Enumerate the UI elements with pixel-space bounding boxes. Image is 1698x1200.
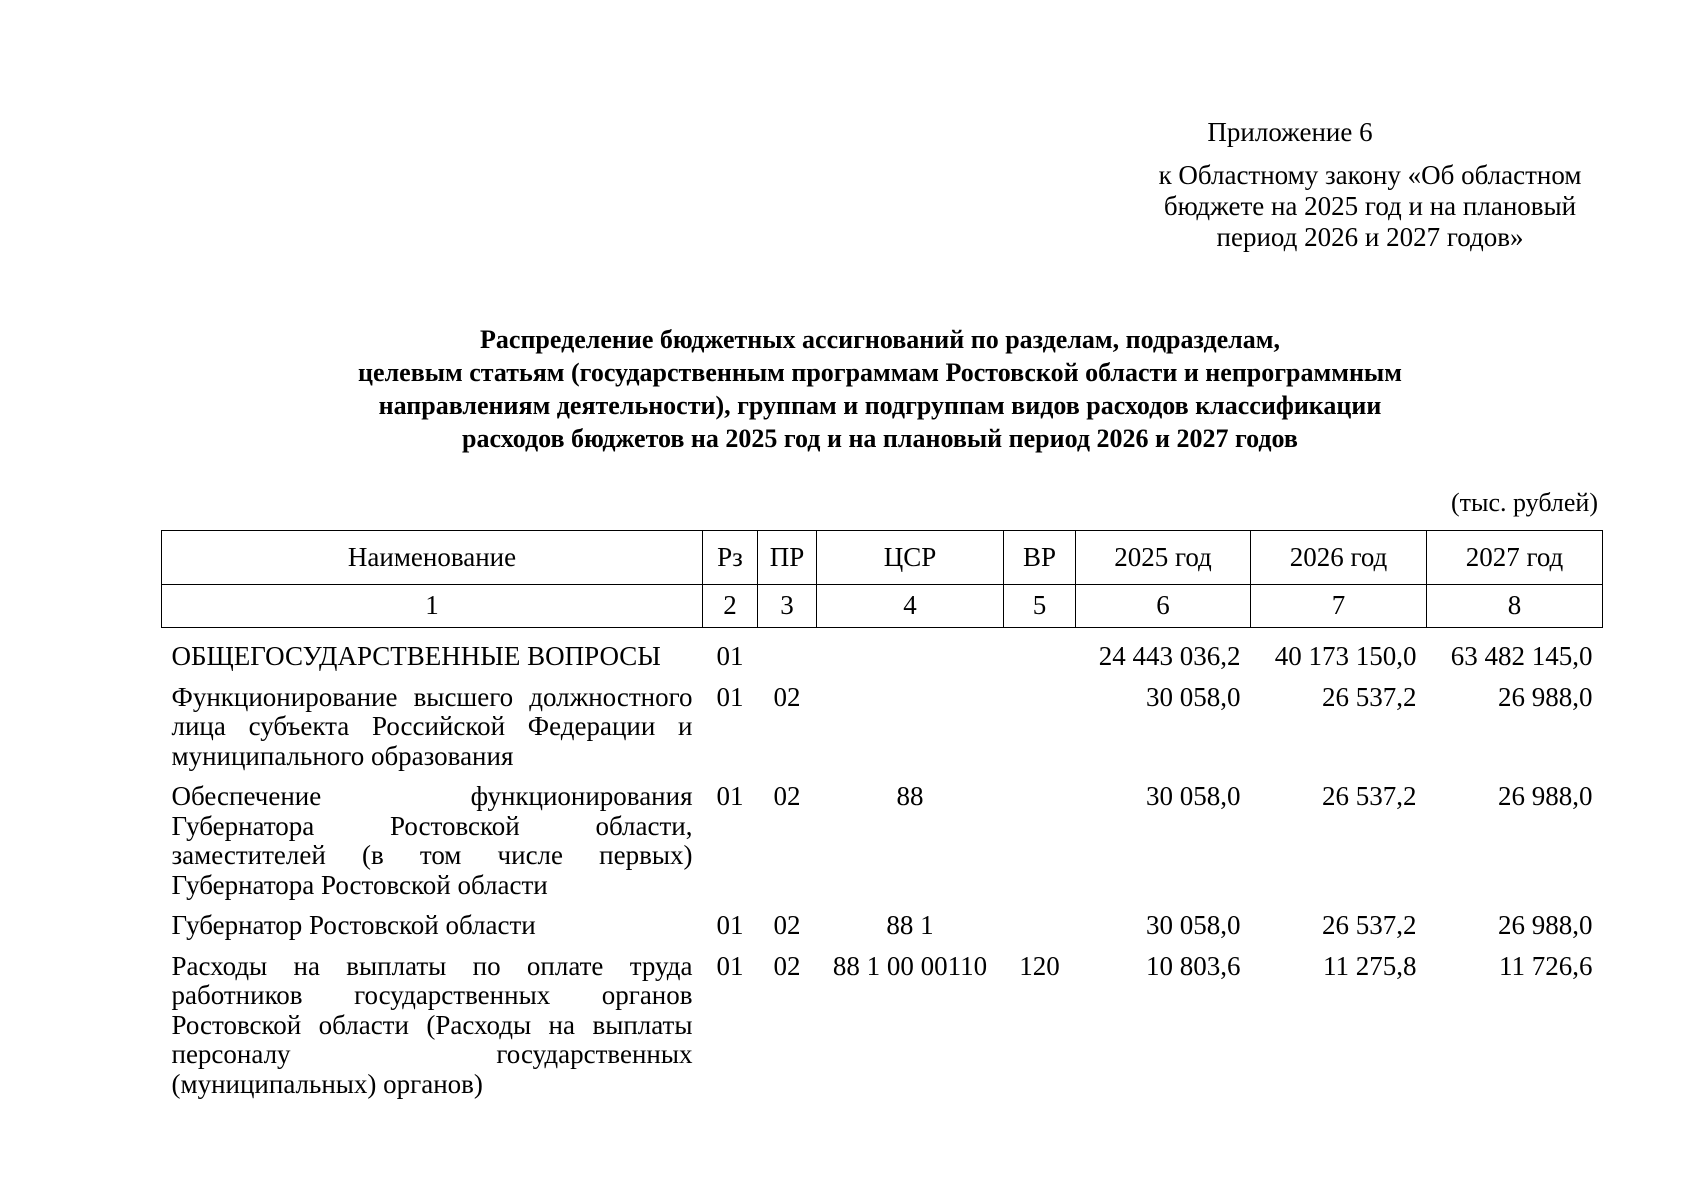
- row-2026: 26 537,2: [1322, 681, 1417, 712]
- document-title: [280, 323, 1480, 455]
- row-2027: 26 988,0: [1498, 910, 1593, 940]
- table-row: [162, 782, 1603, 911]
- header-rz: Рз: [703, 531, 758, 585]
- row-rz: 01: [716, 910, 744, 940]
- row-2027: 26 988,0: [1498, 781, 1593, 811]
- title-line: расходов бюджетов на 2025 год и на плановый период 2026 и 2027 годов: [462, 424, 1298, 453]
- row-2026: 26 537,2: [1322, 910, 1417, 940]
- title-line: Распределение бюджетных ассигнований по разделам, подразделам,: [480, 325, 1280, 354]
- row-rz: 01: [716, 681, 744, 712]
- title-line: направлениям деятельности), группам и подгруппам видов расходов классификации: [378, 391, 1382, 420]
- row-csr: [817, 628, 1004, 683]
- column-number: 2: [703, 585, 758, 628]
- row-pr: 02: [773, 950, 801, 981]
- header-2026: 2026 год: [1251, 531, 1427, 585]
- row-rz: 01: [716, 950, 744, 981]
- row-pr: 02: [773, 781, 801, 811]
- column-number: 8: [1427, 585, 1603, 628]
- title-line: целевым статьям (государственным программам Ростовской области и непрограммным: [358, 358, 1402, 387]
- column-number: 4: [817, 585, 1004, 628]
- table-row: [162, 628, 1603, 683]
- row-vr: [1004, 628, 1076, 683]
- appendix-law-line: бюджете на 2025 год и на плановый: [1163, 191, 1577, 221]
- row-rz: 01: [716, 641, 744, 671]
- appendix-law-reference: [1140, 160, 1600, 253]
- column-number: 1: [162, 585, 703, 628]
- row-pr: [758, 628, 817, 683]
- row-2026: 40 173 150,0: [1274, 641, 1417, 671]
- budget-table: [161, 530, 1603, 1110]
- header-2027: 2027 год: [1427, 531, 1603, 585]
- appendix-law-line: к Областному закону «Об областном: [1158, 160, 1582, 190]
- column-number: 6: [1076, 585, 1251, 628]
- row-2025: 10 803,6: [1146, 950, 1241, 981]
- row-name: ОБЩЕГОСУДАРСТВЕННЫЕ ВОПРОСЫ: [171, 641, 661, 671]
- header-name: Наименование: [162, 531, 703, 585]
- units-note: (тыс. рублей): [1450, 488, 1598, 517]
- row-2025: 30 058,0: [1146, 910, 1241, 940]
- column-number: 5: [1004, 585, 1076, 628]
- column-number: 3: [758, 585, 817, 628]
- row-2027: 11 726,6: [1499, 950, 1593, 981]
- column-number: 7: [1251, 585, 1427, 628]
- row-vr: [1004, 683, 1076, 783]
- row-vr: 120: [1019, 950, 1060, 981]
- row-csr: [817, 683, 1004, 783]
- row-vr: [1004, 911, 1076, 952]
- row-2027: 26 988,0: [1498, 681, 1593, 712]
- header-2025: 2025 год: [1076, 531, 1251, 585]
- row-pr: 02: [773, 910, 801, 940]
- appendix-law-line: период 2026 и 2027 годов»: [1216, 222, 1524, 252]
- row-rz: 01: [716, 781, 744, 811]
- table-row: [162, 911, 1603, 952]
- row-2026: 11 275,8: [1323, 950, 1417, 981]
- row-2025: 30 058,0: [1146, 681, 1241, 712]
- row-name: Расходы на выплаты по оплате труда работников государственных органов Ростовской области (Расходы на выплаты персоналу государственных (муниципальных) органов): [171, 950, 693, 1099]
- row-name: Губернатор Ростовской области: [171, 910, 536, 940]
- row-2025: 24 443 036,2: [1098, 641, 1241, 671]
- row-2025: 30 058,0: [1146, 781, 1241, 811]
- header-csr: ЦСР: [817, 531, 1004, 585]
- table-row: [162, 952, 1603, 1111]
- row-csr: 88 1: [886, 910, 934, 940]
- row-2027: 63 482 145,0: [1450, 641, 1593, 671]
- appendix-title: Приложение 6: [1207, 117, 1373, 147]
- row-vr: [1004, 782, 1076, 911]
- header-vr: ВР: [1004, 531, 1076, 585]
- row-name: Функционирование высшего должностного лица субъекта Российской Федерации и муниципального образования: [171, 681, 693, 771]
- column-number-row: [162, 585, 1603, 628]
- row-name: Обеспечение функционирования Губернатора Ростовской области, заместителей (в том числе первых) Губернатора Ростовской области: [171, 781, 693, 900]
- table-header-row: [162, 531, 1603, 585]
- row-pr: 02: [773, 681, 801, 712]
- row-csr: 88 1 00 00110: [832, 950, 988, 981]
- row-2026: 26 537,2: [1322, 781, 1417, 811]
- header-pr: ПР: [758, 531, 817, 585]
- row-csr: 88: [896, 781, 924, 811]
- table-row: [162, 683, 1603, 783]
